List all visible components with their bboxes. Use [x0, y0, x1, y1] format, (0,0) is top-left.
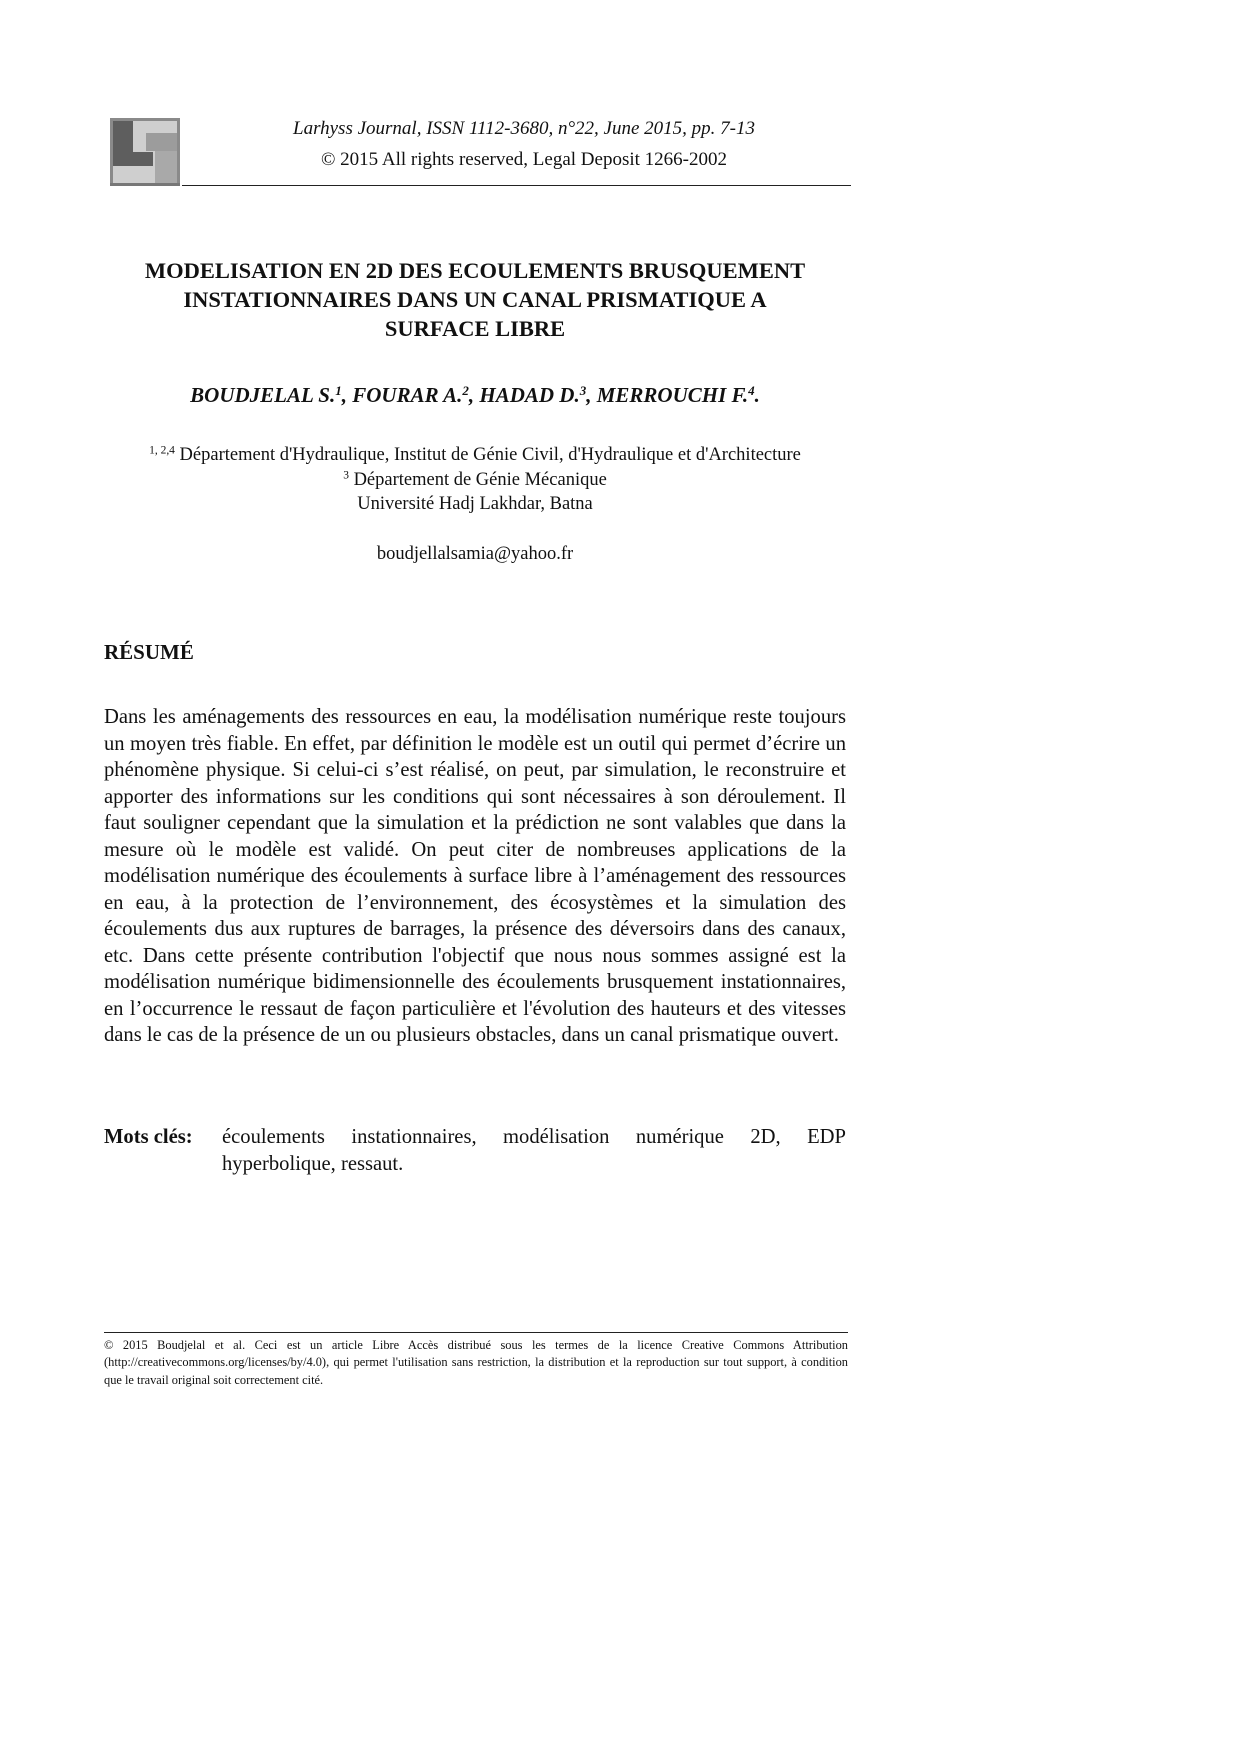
affiliation-mark: 3: [343, 469, 349, 482]
author-separator: .: [754, 383, 760, 407]
affiliation-text: Département d'Hydraulique, Institut de Génie Civil, d'Hydraulique et d'Architecture: [174, 445, 801, 465]
affiliation-text: Département de Génie Mécanique: [348, 470, 607, 490]
resume-heading: RÉSUMÉ: [104, 640, 194, 664]
author-name: BOUDJELAL S.: [190, 383, 336, 407]
author-separator: ,: [468, 383, 480, 407]
affiliation-1: [100, 443, 850, 467]
author-affiliation-mark: 3: [579, 382, 587, 398]
keywords-text: écoulements instationnaires, modélisation numérique 2D, EDP hyperbolique, ressaut.: [222, 1126, 846, 1175]
author-affiliation-mark: 4: [748, 382, 755, 398]
footer-divider: [104, 1332, 848, 1333]
university-name: Université Hadj Lakhdar, Batna: [357, 494, 593, 514]
author-affiliation-mark: 2: [462, 382, 469, 398]
header-divider: [182, 185, 851, 186]
title-line-2: INSTATIONNAIRES DANS UN CANAL PRISMATIQUE A: [183, 287, 767, 312]
author-name: FOURAR A.: [352, 383, 463, 407]
contact-email: boudjellalsamia@yahoo.fr: [376, 544, 574, 564]
keywords: [104, 1124, 846, 1178]
copyright-notice: © 2015 All rights reserved, Legal Deposit 1266-2002: [321, 149, 727, 170]
abstract-text: Dans les aménagements des ressources en eau, la modélisation numérique reste toujours un moyen très fiable. En effet, par définition le modèle est un outil qui permet d’écrire un phénomène physique. Si celui-ci s’est réalisé, on peut, par simulation, le reconstruire et apporter des informations sur les conditions qui sont nécessaires à son déroulement. Il faut souligner cependant que la simulation et la prédiction ne sont valables que dans la mesure où le modèle est validé. On peut citer de nombreuses applications de la modélisation numérique des écoulements à surface libre à l’aménagement des ressources en eau, à la protection de l’environnement, des écosystèmes et la simulation des écoulements dus aux ruptures de barrages, la présence des déversoirs dans des canaux, etc. Dans cette présente contribution l'objectif que nous nous sommes assigné est la modélisation numérique bidimensionnelle des écoulements brusquement instationnaires, en l’occurrence le ressaut de façon particulière et l'évolution des hauteurs et des vitesses dans le cas de la présence de un ou plusieurs obstacles, dans un canal prismatique ouvert.: [104, 706, 846, 1046]
affiliation-mark: 1, 2,4: [149, 444, 175, 457]
author-affiliation-mark: 1: [335, 382, 342, 398]
keywords-label: Mots clés:: [104, 1126, 193, 1148]
title-line-3: SURFACE LIBRE: [384, 316, 566, 341]
journal-citation: Larhyss Journal, ISSN 1112-3680, n°22, June 2015, pp. 7-13: [293, 118, 755, 139]
paper-title: [100, 256, 850, 343]
author-list: [100, 380, 850, 410]
author-name: MERROUCHI F.: [596, 383, 749, 407]
author-name: HADAD D.: [479, 383, 580, 407]
title-line-1: MODELISATION EN 2D DES ECOULEMENTS BRUSQUEMENT: [144, 258, 806, 283]
author-separator: ,: [341, 383, 353, 407]
license-footnote: © 2015 Boudjelal et al. Ceci est un article Libre Accès distribué sous les termes de la licence Creative Commons Attribution (http://creativecommons.org/licenses/by/4.0), qui permet l'utilisation sans restriction, la distribution et la reproduction sur tout support, à condition que le travail original soit correctement cité.: [104, 1338, 848, 1387]
affiliation-2: [100, 468, 850, 492]
journal-logo-icon: [110, 118, 180, 186]
author-separator: ,: [586, 383, 597, 407]
